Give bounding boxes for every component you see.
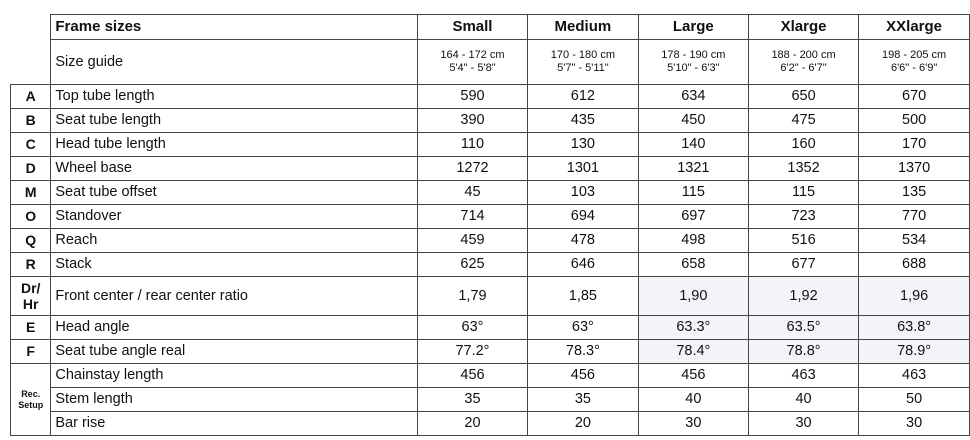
size-guide-label: Size guide <box>51 40 418 85</box>
empty-code-cell <box>11 40 51 85</box>
value-cell: 390 <box>417 109 527 133</box>
value-cell: 625 <box>417 253 527 277</box>
table-row <box>11 316 970 340</box>
value-cell: 63.5° <box>748 316 858 340</box>
rec-setup-label <box>11 364 51 436</box>
value-cell: 1,96 <box>859 277 970 316</box>
size-guide-cm: 178 - 190 cm <box>661 49 726 61</box>
row-label: Seat tube length <box>51 109 418 133</box>
value-cell: 534 <box>859 229 970 253</box>
value-cell: 63.3° <box>638 316 748 340</box>
value-cell: 500 <box>859 109 970 133</box>
row-label: Front center / rear center ratio <box>51 277 418 316</box>
size-guide-cell <box>528 40 639 85</box>
table-row <box>11 277 970 316</box>
value-cell: 1,85 <box>528 277 639 316</box>
size-guide-cm: 170 - 180 cm <box>550 49 615 61</box>
value-cell: 1370 <box>859 157 970 181</box>
geometry-rows <box>11 85 970 364</box>
size-xxlarge-header: XXlarge <box>859 15 970 40</box>
size-guide-ft: 5'7" - 5'11" <box>557 62 609 74</box>
value-cell: 78.3° <box>528 340 639 364</box>
size-guide-cell <box>638 40 748 85</box>
row-label: Reach <box>51 229 418 253</box>
row-code: B <box>11 109 51 133</box>
table-row <box>11 133 970 157</box>
value-cell: 634 <box>638 85 748 109</box>
value-cell: 103 <box>528 181 639 205</box>
value-cell: 30 <box>859 412 970 436</box>
table-row <box>11 205 970 229</box>
value-cell: 694 <box>528 205 639 229</box>
row-code: Q <box>11 229 51 253</box>
frame-sizes-header: Frame sizes <box>51 15 418 40</box>
size-guide-cm: 164 - 172 cm <box>440 49 505 61</box>
value-cell: 463 <box>859 364 970 388</box>
value-cell: 50 <box>859 388 970 412</box>
row-code: C <box>11 133 51 157</box>
table-row <box>11 253 970 277</box>
value-cell: 612 <box>528 85 639 109</box>
value-cell: 498 <box>638 229 748 253</box>
value-cell: 463 <box>748 364 858 388</box>
row-code: A <box>11 85 51 109</box>
value-cell: 30 <box>638 412 748 436</box>
value-cell: 35 <box>528 388 639 412</box>
value-cell: 63° <box>528 316 639 340</box>
header-row <box>11 15 970 40</box>
row-label: Top tube length <box>51 85 418 109</box>
row-code: E <box>11 316 51 340</box>
value-cell: 20 <box>417 412 527 436</box>
value-cell: 456 <box>638 364 748 388</box>
value-cell: 135 <box>859 181 970 205</box>
table-row <box>11 364 970 388</box>
size-guide-row <box>11 40 970 85</box>
row-code-part: Dr/ <box>20 280 41 296</box>
row-label: Wheel base <box>51 157 418 181</box>
value-cell: 45 <box>417 181 527 205</box>
size-guide-ft: 6'2" - 6'7" <box>780 62 827 74</box>
value-cell: 160 <box>748 133 858 157</box>
value-cell: 670 <box>859 85 970 109</box>
row-label: Stem length <box>51 388 418 412</box>
row-label: Seat tube angle real <box>51 340 418 364</box>
value-cell: 1352 <box>748 157 858 181</box>
value-cell: 435 <box>528 109 639 133</box>
value-cell: 650 <box>748 85 858 109</box>
value-cell: 115 <box>748 181 858 205</box>
value-cell: 1,79 <box>417 277 527 316</box>
geometry-table-container <box>10 14 970 436</box>
row-label: Bar rise <box>51 412 418 436</box>
row-code: R <box>11 253 51 277</box>
value-cell: 40 <box>638 388 748 412</box>
row-code: M <box>11 181 51 205</box>
empty-corner <box>11 15 51 40</box>
value-cell: 30 <box>748 412 858 436</box>
value-cell: 40 <box>748 388 858 412</box>
size-medium-header: Medium <box>528 15 639 40</box>
row-label: Chainstay length <box>51 364 418 388</box>
value-cell: 714 <box>417 205 527 229</box>
size-guide-ft: 6'6" - 6'9" <box>890 62 938 74</box>
value-cell: 646 <box>528 253 639 277</box>
value-cell: 697 <box>638 205 748 229</box>
size-small-header: Small <box>417 15 527 40</box>
value-cell: 78.4° <box>638 340 748 364</box>
value-cell: 1301 <box>528 157 639 181</box>
value-cell: 130 <box>528 133 639 157</box>
row-code: F <box>11 340 51 364</box>
rec-setup-label-line2: Setup <box>18 399 44 410</box>
value-cell: 78.8° <box>748 340 858 364</box>
row-code <box>11 277 51 316</box>
value-cell: 516 <box>748 229 858 253</box>
value-cell: 1321 <box>638 157 748 181</box>
table-row <box>11 109 970 133</box>
size-xlarge-header: Xlarge <box>748 15 858 40</box>
value-cell: 475 <box>748 109 858 133</box>
size-guide-ft: 5'4" - 5'8" <box>449 62 496 74</box>
size-guide-ft: 5'10" - 6'3" <box>667 62 720 74</box>
row-code: O <box>11 205 51 229</box>
row-label: Head angle <box>51 316 418 340</box>
size-guide-cell <box>859 40 970 85</box>
value-cell: 115 <box>638 181 748 205</box>
table-row <box>11 157 970 181</box>
value-cell: 63° <box>417 316 527 340</box>
value-cell: 63.8° <box>859 316 970 340</box>
table-row <box>11 340 970 364</box>
value-cell: 78.9° <box>859 340 970 364</box>
table-row <box>11 412 970 436</box>
size-guide-cell <box>417 40 527 85</box>
value-cell: 35 <box>417 388 527 412</box>
row-label: Standover <box>51 205 418 229</box>
value-cell: 450 <box>638 109 748 133</box>
row-label: Head tube length <box>51 133 418 157</box>
value-cell: 590 <box>417 85 527 109</box>
value-cell: 140 <box>638 133 748 157</box>
value-cell: 20 <box>528 412 639 436</box>
value-cell: 459 <box>417 229 527 253</box>
value-cell: 456 <box>417 364 527 388</box>
row-label: Stack <box>51 253 418 277</box>
size-guide-cm: 188 - 200 cm <box>771 49 836 61</box>
table-row <box>11 85 970 109</box>
value-cell: 1,92 <box>748 277 858 316</box>
size-guide-cm: 198 - 205 cm <box>882 49 947 61</box>
value-cell: 723 <box>748 205 858 229</box>
size-large-header: Large <box>638 15 748 40</box>
value-cell: 677 <box>748 253 858 277</box>
geometry-table <box>10 14 970 436</box>
rec-setup-label-line1: Rec. <box>21 388 41 399</box>
value-cell: 658 <box>638 253 748 277</box>
size-guide-cell <box>748 40 858 85</box>
value-cell: 1,90 <box>638 277 748 316</box>
value-cell: 478 <box>528 229 639 253</box>
value-cell: 1272 <box>417 157 527 181</box>
value-cell: 77.2° <box>417 340 527 364</box>
value-cell: 170 <box>859 133 970 157</box>
value-cell: 770 <box>859 205 970 229</box>
table-row <box>11 388 970 412</box>
row-code-part: Hr <box>22 296 39 312</box>
rec-setup-rows <box>11 364 970 436</box>
row-code: D <box>11 157 51 181</box>
value-cell: 456 <box>528 364 639 388</box>
table-row <box>11 229 970 253</box>
value-cell: 688 <box>859 253 970 277</box>
row-label: Seat tube offset <box>51 181 418 205</box>
table-row <box>11 181 970 205</box>
value-cell: 110 <box>417 133 527 157</box>
